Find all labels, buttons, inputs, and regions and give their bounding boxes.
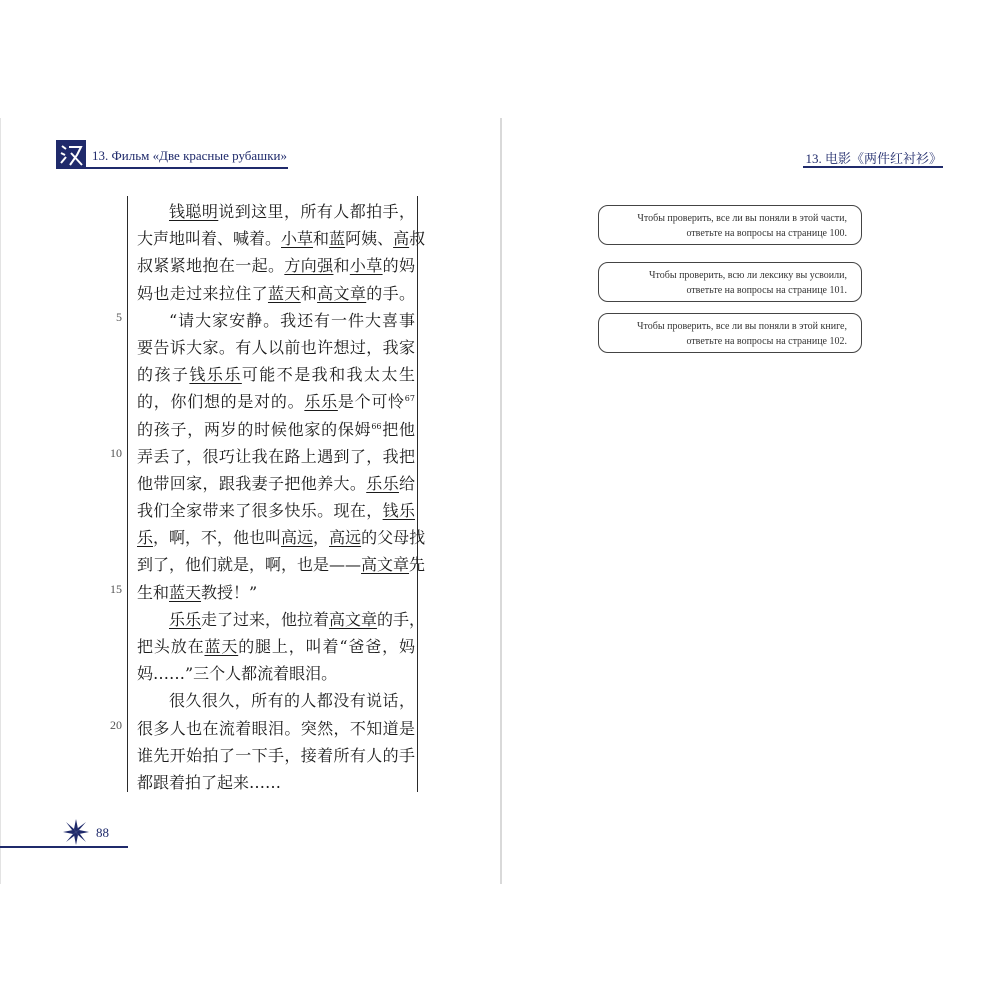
text-span: 谁先开始拍了一下手，接着所有人的手	[137, 745, 415, 765]
text-span: 大声地叫着、喊着。	[137, 229, 282, 249]
text-span: 叔紧紧地抱在一起。	[137, 256, 285, 276]
character-name: 高远	[329, 528, 362, 548]
text-line	[137, 551, 426, 578]
character-name: 小草	[349, 256, 383, 276]
book-comprehension-note-box	[598, 313, 862, 353]
text-line	[137, 198, 415, 225]
text-span: 我们全家带来了很多快乐。现在，	[137, 501, 383, 521]
text-span: 先	[409, 555, 426, 575]
text-line	[137, 769, 415, 796]
character-name: 蓝天	[204, 637, 239, 656]
text-line	[137, 416, 415, 443]
text-line	[137, 252, 415, 279]
text-span: 说到这里，所有人都拍手，	[218, 202, 415, 221]
vocabulary-note-box	[598, 262, 862, 302]
text-span: 的父母找	[361, 528, 426, 548]
text-span: 的孩子	[137, 365, 190, 385]
text-line	[137, 307, 415, 334]
text-line	[137, 497, 415, 524]
character-name: 高文章	[317, 283, 367, 303]
text-span: “请大家安静。我还有一件大喜事	[169, 310, 415, 330]
footnote-ref: 66	[371, 421, 382, 431]
text-span: 的孩子，两岁的时候他家的保姆	[137, 419, 372, 439]
text-line	[137, 388, 415, 415]
right-header-title: 13. 电影《两件红衬衫》	[805, 151, 942, 166]
text-span: 给	[398, 473, 415, 493]
text-span: 的，你们想的是对的。	[137, 392, 305, 412]
text-span: 教授！”	[201, 582, 258, 602]
note-line: ответьте на вопросы на странице 101.	[686, 285, 847, 296]
text-line	[137, 633, 415, 660]
text-line	[137, 334, 415, 361]
character-name: 高	[393, 229, 410, 249]
character-name: 钱乐乐	[189, 365, 242, 385]
character-name: 小草	[281, 229, 314, 249]
footer-rule	[0, 846, 128, 848]
character-name: 乐	[137, 528, 154, 548]
text-span: 和	[313, 229, 330, 249]
character-name: 方向强	[284, 256, 334, 276]
character-name: 蓝天	[267, 283, 301, 303]
character-name: 乐乐	[169, 609, 202, 629]
text-span: ，	[313, 528, 330, 548]
text-line	[137, 470, 415, 497]
page-number: 88	[96, 825, 109, 840]
character-name: 钱聪明	[169, 202, 219, 221]
left-header-title: 13. Фильм «Две красные рубашки»	[92, 148, 287, 163]
flower-ornament-icon	[62, 818, 90, 846]
character-name: 蓝	[329, 229, 346, 249]
text-span: 的手。	[366, 283, 415, 303]
text-line	[137, 280, 415, 307]
text-span: 妈……”三个人都流着眼泪。	[137, 664, 338, 684]
text-span: ，啊，不，他也叫	[153, 528, 282, 548]
note-line: Чтобы проверить, все ли вы поняли в этой части,	[637, 213, 847, 224]
text-line	[137, 606, 426, 633]
character-name: 乐乐	[304, 392, 338, 412]
chinese-character-logo-icon	[56, 140, 86, 168]
text-line	[137, 687, 415, 714]
text-line	[137, 443, 415, 470]
comprehension-note-box	[598, 205, 862, 245]
text-span: 阿姨、	[345, 229, 394, 249]
character-name: 高文章	[329, 609, 378, 629]
book-spine	[500, 118, 502, 884]
text-span: 可能不是我和我太太生	[241, 365, 415, 385]
left-page-edge	[0, 118, 1, 884]
text-span: 很多人也在流着眼泪。突然，不知道是	[137, 718, 415, 738]
text-span: 是个可怜	[337, 392, 405, 412]
text-span: 妈也走过来拉住了	[137, 283, 268, 303]
text-line	[137, 225, 426, 252]
left-header-rule	[56, 167, 288, 169]
text-span: 叔	[409, 229, 426, 249]
text-span: 的手，	[377, 609, 426, 629]
text-span: 要告诉大家。有人以前也许想过，我家	[137, 337, 415, 357]
text-span: 走了过来，他拉着	[201, 609, 330, 629]
text-span: 生和	[137, 582, 170, 602]
line-number: 20	[110, 718, 122, 732]
text-span: 把他	[381, 419, 415, 439]
text-span: 的妈	[382, 256, 415, 276]
right-header-rule	[803, 166, 943, 168]
line-number: 15	[110, 582, 122, 596]
text-line	[137, 524, 426, 551]
character-name: 高文章	[361, 555, 410, 575]
text-span: 很久很久，所有的人都没有说话，	[169, 691, 415, 711]
note-line: Чтобы проверить, все ли вы поняли в этой книге,	[637, 321, 847, 332]
note-line: ответьте на вопросы на странице 100.	[686, 228, 847, 239]
text-span: 的腿上，叫着“爸爸，妈	[238, 637, 415, 656]
text-span: 弄丢了，很巧让我在路上遇到了，我把	[137, 446, 415, 466]
text-span: 都跟着拍了起来……	[137, 772, 282, 792]
character-name: 蓝天	[169, 582, 202, 602]
text-line	[137, 579, 415, 606]
note-line: Чтобы проверить, всю ли лексику вы усвоили,	[649, 270, 847, 281]
text-span: 和	[300, 283, 318, 303]
text-line	[137, 715, 415, 742]
text-span: 他带回家，跟我妻子把他养大。	[137, 473, 367, 493]
character-name: 高远	[281, 528, 314, 548]
line-number: 10	[110, 446, 122, 460]
text-line	[137, 660, 415, 687]
character-name: 乐乐	[366, 473, 399, 493]
text-span: 和	[333, 256, 350, 276]
footnote-ref: 67	[404, 394, 415, 404]
note-line: ответьте на вопросы на странице 102.	[686, 336, 847, 347]
text-span: 到了，他们就是，啊，也是——	[137, 555, 362, 575]
character-name: 钱乐	[382, 501, 415, 521]
text-line	[137, 742, 415, 769]
text-span: 把头放在	[137, 637, 205, 656]
line-number: 5	[116, 310, 122, 324]
story-text	[137, 198, 426, 796]
text-line	[137, 361, 415, 388]
